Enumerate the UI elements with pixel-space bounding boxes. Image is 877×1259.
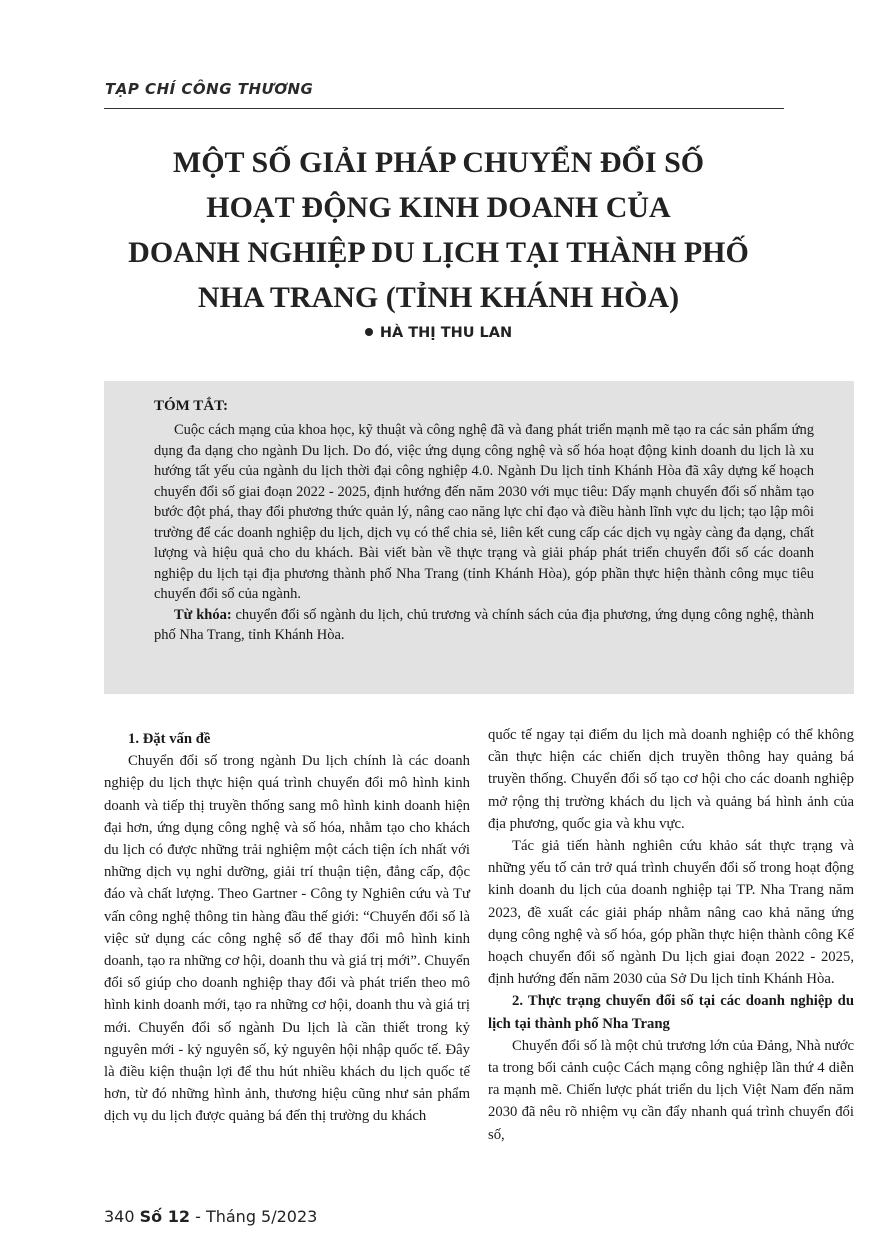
header-rule <box>104 108 784 109</box>
abstract-heading: TÓM TẮT: <box>154 398 229 414</box>
keywords-label: Từ khóa: <box>174 606 232 623</box>
section-2-heading: 2. Thực trạng chuyển đổi số tại các doanh nghiệp du lịch tại thành phố Nha Trang <box>488 993 854 1032</box>
paragraph: quốc tế ngay tại điểm du lịch mà doanh nghiệp có thể không cần thực hiện các chiến dịch truyền thông hay quảng bá truyền thống. Chuyển đổi số tạo cơ hội cho các doanh nghiệp mở rộng thị trường khách du lịch và quảng bá hình ảnh của địa phương, quốc gia và khu vực. <box>488 727 854 832</box>
keywords-text: chuyển đổi số ngành du lịch, chủ trương và chính sách của địa phương, ứng dụng công nghệ, thành phố Nha Trang, tỉnh Khánh Hòa. <box>154 606 814 643</box>
paragraph: Chuyển đổi số là một chủ trương lớn của Đảng, Nhà nước ta trong bối cảnh cuộc Cách mạng công nghiệp lần thứ 4 diễn ra mạnh mẽ. Chiến lược phát triển du lịch Việt Nam đến năm 2030 đã nêu rõ nhiệm vụ cần đẩy nhanh quá trình chuyển đổi số, <box>488 1037 854 1143</box>
author-line <box>0 325 877 341</box>
article-title <box>90 140 787 320</box>
paragraph: Chuyển đổi số trong ngành Du lịch chính là các doanh nghiệp du lịch thực hiện quá trình chuyển đổi mô hình kinh doanh và tiếp thị truyền thống sang mô hình kinh doanh hiện đại hơn, ứng dụng công nghệ và số hóa, nhằm tạo cho khách du lịch có được những trải nghiệm một cách tiện ích nhất với những dịch vụ nghỉ dưỡng, giải trí thuận tiện, đẳng cấp, độc đáo và chất lượng. Theo Gartner - Công ty Nghiên cứu và Tư vấn công nghệ thông tin hàng đầu thế giới: “Chuyển đổi số là việc sử dụng các công nghệ số để thay đổi mô hình kinh doanh, tạo ra những cơ hội, doanh thu và giá trị mới”. Chuyển đổi số giúp cho doanh nghiệp thay đổi và phát triển theo mô hình kinh doanh mới, tạo ra những cơ hội, doanh thu và giá trị mới. Chuyển đổi số ngành Du lịch là cần thiết trong kỷ nguyên mới - kỷ nguyên số, kỷ nguyên hội nhập quốc tế. Đây là điều kiện thuận lợi để thu hút nhiều khách du lịch quốc tế hơn, từ đó những hình ảnh, thương hiệu cũng như sản phẩm dịch vụ du lịch được quảng bá đến thị trường du khách <box>104 753 470 1125</box>
bullet-icon <box>365 328 373 336</box>
author-name: HÀ THỊ THU LAN <box>379 325 513 341</box>
journal-name: TẠP CHÍ CÔNG THƯƠNG <box>105 80 314 98</box>
section-1-heading: 1. Đặt vấn đề <box>128 731 211 747</box>
page-number: 340 <box>104 1207 135 1226</box>
title-line: HOẠT ĐỘNG KINH DOANH CỦA <box>206 191 671 224</box>
title-line: NHA TRANG (TỈNH KHÁNH HÒA) <box>197 281 680 314</box>
abstract-content <box>154 398 814 646</box>
right-column <box>488 724 854 1146</box>
left-column <box>104 728 470 1128</box>
keywords <box>154 605 814 646</box>
title-line: DOANH NGHIỆP DU LỊCH TẠI THÀNH PHỐ <box>128 236 749 269</box>
abstract-box <box>104 381 854 694</box>
title-line: MỘT SỐ GIẢI PHÁP CHUYỂN ĐỔI SỐ <box>172 146 705 179</box>
issue-date: - Tháng 5/2023 <box>195 1207 318 1226</box>
page-footer <box>104 1207 317 1226</box>
paragraph: Tác giả tiến hành nghiên cứu khảo sát thực trạng và những yếu tố cản trở quá trình chuyển đổi số trong hoạt động kinh doanh du lịch của doanh nghiệp tại TP. Nha Trang năm 2023, đề xuất các giải pháp nhằm nâng cao khả năng ứng dụng công nghệ và số hóa, góp phần thực hiện thành công Kế hoạch chuyển đổi số ngành Du lịch giai đoạn 2022 - 2025, định hướng đến năm 2030 của Sở Du lịch tỉnh Khánh Hòa. <box>488 838 854 988</box>
abstract-text: Cuộc cách mạng của khoa học, kỹ thuật và công nghệ đã và đang phát triển mạnh mẽ tạo ra các sản phẩm ứng dụng đa dạng cho ngành Du lịch. Do đó, việc ứng dụng công nghệ và số hóa hoạt động kinh doanh du lịch là xu hướng tất yếu của ngành du lịch thời đại công nghiệp 4.0. Ngành Du lịch tỉnh Khánh Hòa đã xây dựng kế hoạch chuyển đổi số giai đoạn 2022 - 2025, định hướng đến năm 2030 với mục tiêu: Dấy mạnh chuyển đổi số nhằm tạo bước đột phá, thay đổi phương thức quản lý, nâng cao năng lực chỉ đạo và điều hành lĩnh vực du lịch; tạo lập môi trường để các doanh nghiệp du lịch, dịch vụ có thể chia sẻ, liên kết cung cấp các dịch vụ ngày càng đa dạng, chất lượng và hiệu quả cho du khách. Bài viết bàn về thực trạng và giải pháp phát triển chuyển đổi số các doanh nghiệp du lịch tại địa phương thành phố Nha Trang (tỉnh Khánh Hòa), góp phần thực hiện thành công mục tiêu chuyển đổi số của ngành. <box>154 422 814 602</box>
issue-number: Số 12 <box>139 1207 190 1226</box>
